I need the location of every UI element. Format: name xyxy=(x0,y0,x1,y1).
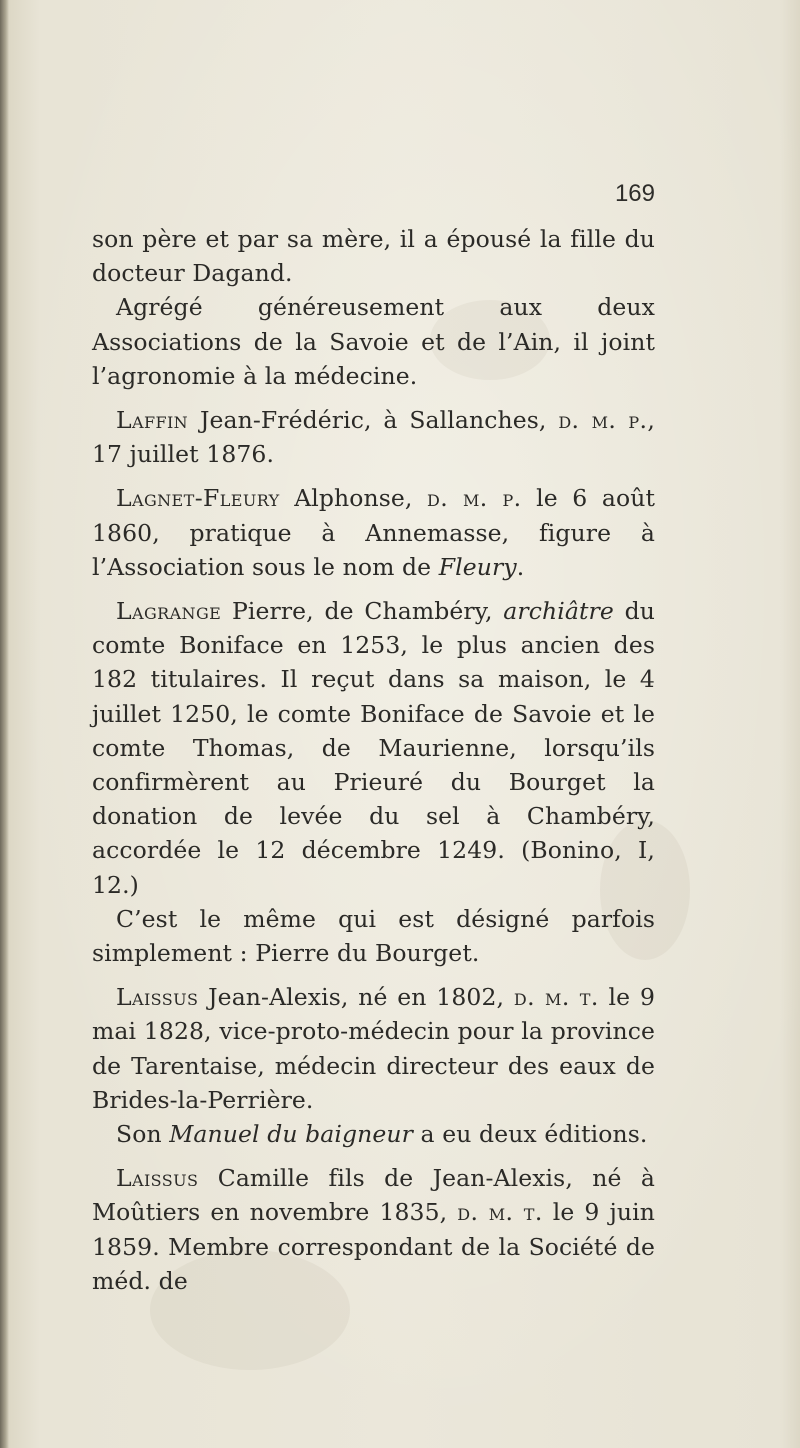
entry-name: Lagnet-Fleury xyxy=(116,484,280,513)
italic-text: Fleury xyxy=(438,552,517,581)
paragraph-text: , 17 juillet 1876. xyxy=(92,406,655,469)
body-text xyxy=(92,222,655,1298)
entry-name: Laffin xyxy=(116,406,189,435)
degree-abbreviation: d. m. t. xyxy=(457,1198,543,1227)
italic-text: Manuel du baigneur xyxy=(169,1120,413,1149)
paragraph xyxy=(92,1117,655,1151)
paragraph-text: . xyxy=(516,552,525,581)
paragraph-text: Camille fils de Jean-Alexis, né à Moûtiers en novembre 1835, xyxy=(92,1164,655,1227)
entry-name: Laissus xyxy=(116,1164,199,1193)
degree-abbreviation: d. m. t. xyxy=(513,983,599,1012)
entry-paragraph xyxy=(92,1161,655,1298)
paragraph-text: Alphonse, xyxy=(279,484,428,513)
paragraph-text: le 9 mai 1828, vice-proto-médecin pour la province de Tarentaise, médecin directeur des eaux de Brides-la-Perrière. xyxy=(92,983,655,1114)
page-spine-edge xyxy=(0,0,9,1448)
paragraph xyxy=(92,902,655,970)
paragraph-text: le 6 août 1860, pratique à Annemasse, figure à l’Association sous le nom de xyxy=(92,484,655,581)
entry-name: Lagrange xyxy=(116,597,222,626)
paragraph xyxy=(92,222,655,290)
paragraph-text: Agrégé généreusement aux deux Associations de la Savoie et de l’Ain, il joint l’agronomie à la médecine. xyxy=(92,293,655,390)
paragraph-text: C’est le même qui est désigné parfois simplement : Pierre du Bourget. xyxy=(92,904,655,968)
paragraph-text: son père et par sa mère, il a épousé la fille du docteur Dagand. xyxy=(92,225,655,288)
entry-paragraph xyxy=(92,403,655,471)
italic-text: archiâtre xyxy=(503,597,614,626)
paragraph-text: Son xyxy=(116,1120,170,1149)
degree-abbreviation: d. m. p. xyxy=(427,484,522,513)
page-number: 169 xyxy=(614,180,655,207)
paragraph-text: Jean-Frédéric, à Sallanches, xyxy=(188,406,559,435)
entry-paragraph xyxy=(92,980,655,1117)
paragraph-text: a eu deux éditions. xyxy=(412,1120,648,1149)
entry-paragraph xyxy=(92,481,655,584)
entry-paragraph xyxy=(92,594,655,902)
paragraph-text: Pierre, de Chambéry, xyxy=(221,597,504,626)
entry-name: Laissus xyxy=(116,983,199,1012)
paragraph-text: du comte Boniface en 1253, le plus ancien des 182 titulaires. Il reçut dans sa maison, le 4 juillet 1250, le comte Boniface de Savoie et le comte Thomas, de Maurienne, lorsqu’ils confirmèrent au Prieuré du Bourget la donation de levée du sel à Chambéry, accordée le 12 décembre 1249. (Bonino, I, 12.) xyxy=(92,597,655,899)
paragraph xyxy=(92,290,655,393)
paragraph-text: le 9 juin 1859. Membre correspondant de la Société de méd. de xyxy=(92,1198,655,1295)
paragraph-text: Jean-Alexis, né en 1802, xyxy=(198,983,514,1012)
degree-abbreviation: d. m. p. xyxy=(558,406,648,435)
